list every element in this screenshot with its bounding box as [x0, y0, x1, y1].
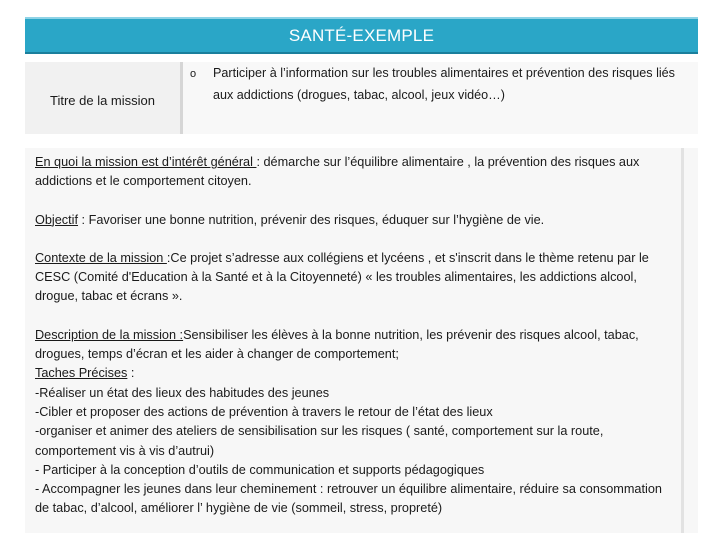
mission-label-cell: [25, 62, 180, 134]
mission-label: Titre de la mission: [50, 92, 155, 108]
bullet-icon: o: [190, 68, 197, 80]
description-paragraph: [35, 326, 663, 365]
taches-heading-line: [35, 364, 663, 383]
description-text: Sensibiliser les élèves à la bonne nutrition, les prévenir des risques alcool, tabac, drogues, temps d’écran et les aider à changer de comportement;: [35, 327, 639, 362]
mission-value-cell: [183, 62, 698, 134]
interet-general-paragraph: [35, 153, 663, 192]
panel-side-bar: [681, 148, 684, 533]
interet-general-text: : démarche sur l’équilibre alimentaire , la prévention des risques aux addictions et le comportement citoyen.: [35, 155, 640, 189]
contexte-text: :Ce projet s’adresse aux collégiens et lycéens , et s'inscrit dans le thème retenu par le CESC (Comité d'Education à la Santé et à la Citoyenneté) « les troubles alimentaires, les addictions alcool, drogue, tabac et écrans ».: [35, 250, 649, 304]
objectif-text: : Favoriser une bonne nutrition, prévenir des risques, éduquer sur l’hygiène de vie.: [78, 212, 545, 227]
taches-heading-suffix: :: [127, 366, 135, 381]
banner-title: SANTÉ-EXEMPLE: [288, 25, 435, 45]
title-banner: [25, 17, 698, 54]
objectif-heading: Objectif: [35, 212, 79, 227]
mission-details-panel: [25, 148, 698, 533]
taches-list-item: -Cibler et proposer des actions de prévention à travers le retour de l’état des lieux: [35, 404, 493, 419]
contexte-paragraph: [35, 249, 663, 307]
taches-list-item: - Accompagner les jeunes dans leur cheminement : retrouver un équilibre alimentaire, réduire sa consommation de tabac, d’alcool, améliorer l’ hygiène de vie (sommeil, stress, propreté): [35, 482, 662, 516]
mission-title-row: [25, 62, 698, 134]
taches-list-item: -Réaliser un état des lieux des habitudes des jeunes: [35, 385, 330, 400]
contexte-heading: Contexte de la mission: [35, 250, 167, 265]
taches-list-item: - Participer à la conception d’outils de communication et supports pédagogiques: [35, 462, 485, 477]
taches-list-item: -organiser et animer des ateliers de sensibilisation sur les risques ( santé, comportement sur la route, comportement vis à vis d’autrui): [35, 424, 604, 458]
interet-general-heading: En quoi la mission est d’intérêt général: [35, 155, 257, 169]
taches-heading: Taches Précises: [35, 366, 128, 381]
objectif-paragraph: [35, 211, 663, 230]
mission-value: Participer à l’information sur les troubles alimentaires et prévention des risques liés aux addictions (drogues, tabac, alcool, jeux vidéo…): [213, 66, 675, 102]
description-heading: Description de la mission :: [35, 327, 184, 342]
